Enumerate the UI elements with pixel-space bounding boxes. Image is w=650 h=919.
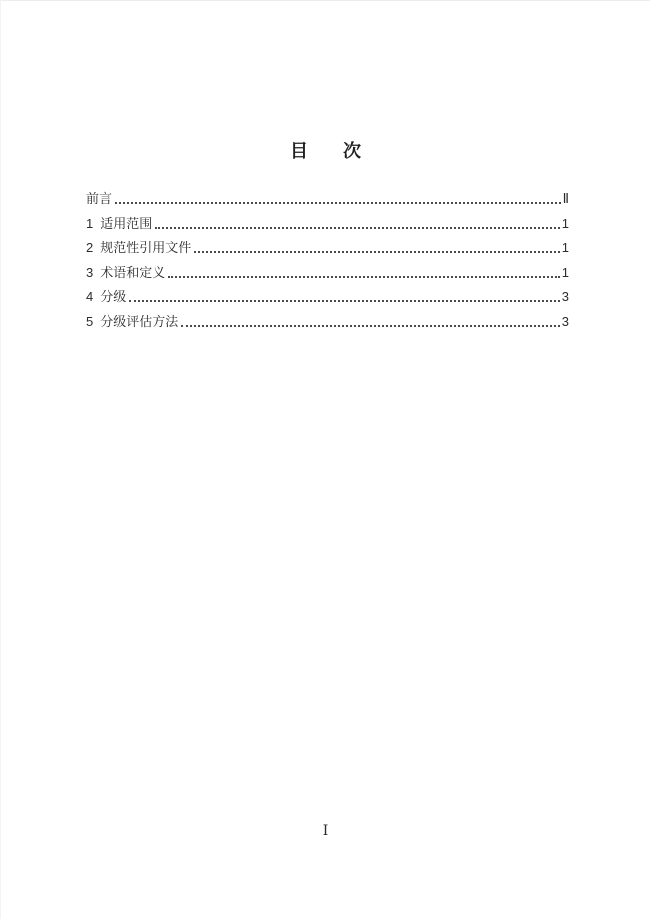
toc-entry-label: 适用范围: [100, 215, 153, 231]
footer-page-number: Ⅰ: [322, 824, 329, 839]
toc-entry-page-number: 1: [561, 240, 569, 256]
toc-entry[interactable]: [86, 190, 569, 207]
toc-entry-page-number: 1: [561, 264, 569, 280]
page-title: [1, 137, 650, 163]
toc-entry-label-group: [86, 191, 112, 207]
page-title-char-right: 次: [343, 141, 361, 161]
toc-entry-page-number: 3: [561, 313, 569, 329]
toc-entry[interactable]: [86, 239, 569, 256]
toc-entry[interactable]: [86, 313, 569, 330]
toc-entry-label: 分级: [100, 289, 127, 305]
toc-entry-label: 规范性引用文件: [100, 240, 192, 256]
toc-entry-label: 前言: [86, 191, 113, 206]
toc-entry-label-group: [86, 216, 152, 232]
table-of-contents: [86, 190, 569, 338]
page-footer: [1, 823, 650, 840]
toc-entry[interactable]: [86, 215, 569, 232]
toc-entry-page-number: 3: [561, 289, 569, 305]
toc-entry-label-group: [86, 289, 126, 305]
toc-entry-number: 3: [86, 264, 94, 280]
dot-leader: [194, 251, 560, 253]
dot-leader: [155, 227, 560, 229]
toc-entry-number: 4: [86, 289, 94, 305]
toc-entry-label-group: [86, 265, 165, 281]
toc-entry-page-number: 1: [561, 215, 569, 231]
toc-entry-page-number: Ⅱ: [562, 191, 569, 206]
toc-entry-label: 分级评估方法: [100, 313, 179, 329]
toc-entry-label: 术语和定义: [100, 264, 166, 280]
toc-entry-label-group: [86, 240, 191, 256]
page-title-char-left: 目: [290, 141, 308, 161]
dot-leader: [181, 325, 560, 327]
toc-entry-label-group: [86, 314, 178, 330]
toc-entry[interactable]: [86, 288, 569, 305]
dot-leader: [115, 202, 561, 204]
toc-entry[interactable]: [86, 264, 569, 281]
toc-entry-number: 1: [86, 215, 94, 231]
toc-entry-number: 2: [86, 240, 94, 256]
dot-leader: [129, 300, 560, 302]
toc-entry-number: 5: [86, 313, 94, 329]
dot-leader: [168, 276, 560, 278]
